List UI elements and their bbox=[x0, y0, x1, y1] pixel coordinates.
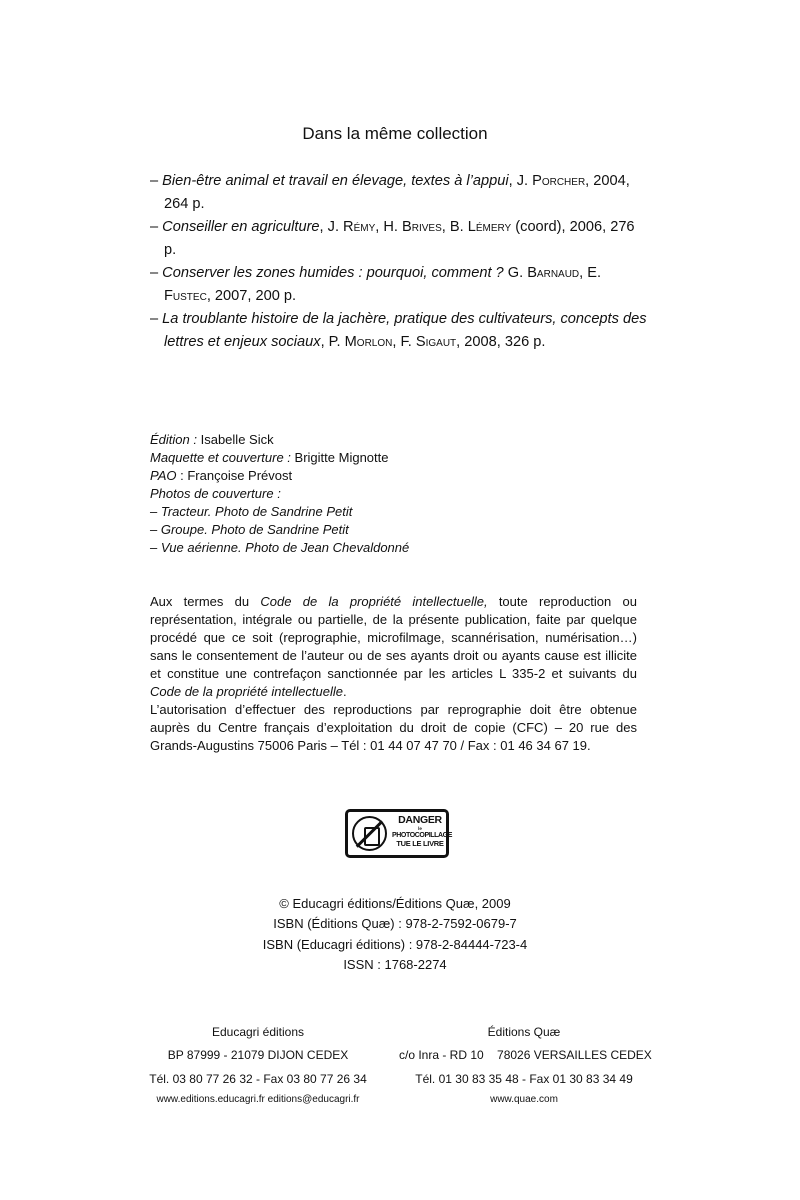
publisher-name: Educagri éditions bbox=[211, 1025, 305, 1039]
legal-paragraph: L’autorisation d’effectuer des reproductions par reprographie doit être obtenue auprès du Centre français d’exploitation du droit de copie (CFC) – 20 rue des Grands-Augustins 75006 Paris – Tél : 01 44 07 47 70 / Fax : 01 46 34 67 19. bbox=[150, 702, 637, 753]
isbn-educagri: ISBN (Educagri éditions) : 978-2-84444-723-4 bbox=[262, 936, 528, 952]
publisher-phone: Tél. 03 80 77 26 32 - Fax 03 80 77 26 34 bbox=[149, 1072, 367, 1086]
credit-photo: – Groupe. Photo de Sandrine Petit bbox=[150, 522, 349, 537]
credit-photo: – Vue aérienne. Photo de Jean Chevaldonné bbox=[150, 540, 410, 555]
credit-pao: PAO : Françoise Prévost bbox=[150, 468, 293, 483]
credit-photo: – Tracteur. Photo de Sandrine Petit bbox=[150, 504, 353, 519]
list-item: – La troublante histoire de la jachère, pratique des cultivateurs, concepts des lettres et enjeux sociaux, P. Morlon, F. Sigaut, 2008, 326 p. bbox=[150, 311, 647, 350]
list-item: – Conseiller en agriculture, J. Rémy, H. Brives, B. Lémery (coord), 2006, 276 p. bbox=[150, 219, 635, 258]
publisher-name: Éditions Quæ bbox=[487, 1025, 561, 1039]
collection-title: Dans la même collection bbox=[302, 124, 488, 143]
collection-list bbox=[150, 170, 650, 354]
legal-notice bbox=[150, 593, 637, 755]
credit-maquette: Maquette et couverture : Brigitte Mignotte bbox=[150, 450, 389, 465]
credit-edition: Édition : Isabelle Sick bbox=[150, 432, 274, 447]
photocopillage-logo bbox=[345, 809, 452, 858]
list-item: – Conserver les zones humides : pourquoi, comment ? G. Barnaud, E. Fustec, 2007, 200 p. bbox=[150, 265, 602, 304]
credits bbox=[150, 431, 550, 557]
issn: ISSN : 1768-2274 bbox=[343, 956, 447, 972]
publisher-web: www.editions.educagri.fr editions@educagri.fr bbox=[156, 1094, 360, 1105]
publisher-address: BP 87999 - 21079 DIJON CEDEX bbox=[167, 1048, 349, 1062]
isbn-quae: ISBN (Éditions Quæ) : 978-2-7592-0679-7 bbox=[273, 916, 517, 932]
copyright-line: © Educagri éditions/Éditions Quæ, 2009 bbox=[279, 896, 511, 911]
publisher-address: c/o Inra - RD 10 78026 VERSAILLES CEDEX bbox=[399, 1048, 652, 1062]
no-copy-icon bbox=[352, 816, 387, 851]
publisher-educagri bbox=[133, 1025, 383, 1125]
list-item: – Bien-être animal et travail en élevage, textes à l’appui, J. Porcher, 2004, 264 p. bbox=[150, 173, 630, 212]
legal-paragraph: Aux termes du Code de la propriété intellectuelle, toute reproduction ou représentation, intégrale ou partielle, de la présente publication, faite par quelque procédé que ce soit (reprographie, microfilmage, scannérisation, numérisation…) sans le consentement de l’auteur ou de ses ayants droit ou ayants cause est illicite et constitue une contrefaçon sanctionnée par les articles L 335-2 et suivants du Code de la propriété intellectuelle. bbox=[150, 594, 637, 699]
publisher-quae bbox=[399, 1025, 652, 1125]
publisher-phone: Tél. 01 30 83 35 48 - Fax 01 30 83 34 49 bbox=[415, 1072, 633, 1086]
logo-text: DANGER le PHOTOCOPILLAGE TUE LE LIVRE bbox=[392, 814, 452, 848]
credit-photos-label: Photos de couverture : bbox=[150, 486, 281, 501]
publisher-web: www.quae.com bbox=[490, 1094, 558, 1105]
copyright-block bbox=[0, 894, 790, 975]
